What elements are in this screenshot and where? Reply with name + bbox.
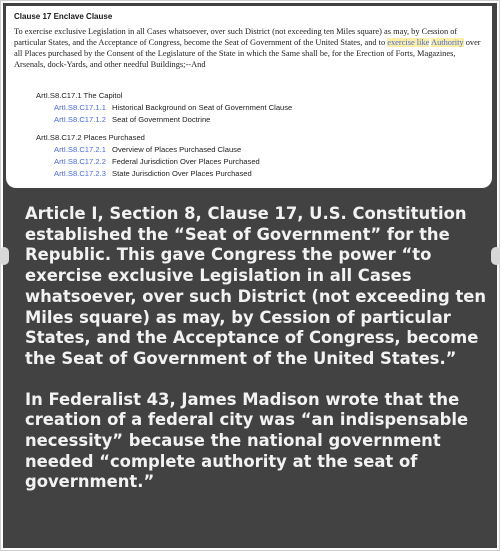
carousel-prev-handle[interactable] (0, 247, 9, 265)
toc-item-title: Overview of Places Purchased Clause (112, 145, 242, 154)
toc-item-code-link[interactable]: ArtI.S8.C17.2.3 (54, 169, 106, 178)
table-of-contents (36, 90, 476, 180)
clause-text-after: over all Places purchased by the Consent of the Legislature of the State in which the Same shall be, for the Erection of Forts, Magazines, Arsenals, dock-Yards, and other needful Buildings;--And (14, 38, 481, 69)
clause-text-before: To exercise exclusive Legislation in all Cases whatsoever, over such District (not exceeding ten Miles square) as may, by Cession of particular States, and the Acceptance of Congress, become the Seat of Government of the United States, and to (14, 27, 458, 47)
toc-item[interactable] (36, 168, 476, 180)
content-panel (3, 3, 497, 548)
toc-item-title: Historical Background on Seat of Government Clause (112, 103, 293, 112)
toc-item-title: Seat of Government Doctrine (112, 115, 211, 124)
toc-item-code-link[interactable]: ArtI.S8.C17.2.1 (54, 145, 106, 154)
toc-item[interactable] (36, 102, 476, 114)
article-paragraph: In Federalist 43, James Madison wrote that the creation of a federal city was “an indispensable necessity” because the national government needed “complete authority at the seat of government.” (25, 389, 469, 492)
toc-item[interactable] (36, 156, 476, 168)
toc-heading-places-purchased: ArtI.S8.C17.2 Places Purchased (36, 133, 145, 142)
clause-card (6, 6, 492, 188)
toc-item[interactable] (36, 144, 476, 156)
article-body (25, 204, 491, 493)
clause-text (14, 26, 486, 70)
toc-item-code-link[interactable]: ArtI.S8.C17.2.2 (54, 157, 106, 166)
toc-item-code-link[interactable]: ArtI.S8.C17.1.2 (54, 115, 106, 124)
highlighted-phrase-1: exercise like (387, 38, 430, 47)
article-paragraph: Article I, Section 8, Clause 17, U.S. Constitution established the “Seat of Government” for the Republic. This gave Congress the power “to exercise exclusive Legislation in all Cases whatsoever, over such District (not exceeding ten Miles square) as may, by Cession of particular States, and the Acceptance of Congress, become the Seat of Government of the United States.” (25, 204, 487, 368)
toc-item-title: Federal Jurisdiction Over Places Purchased (112, 157, 260, 166)
toc-heading-capitol: ArtI.S8.C17.1 The Capitol (36, 91, 123, 100)
toc-item-code-link[interactable]: ArtI.S8.C17.1.1 (54, 103, 106, 112)
highlighted-phrase-2: Authority (431, 38, 464, 47)
toc-item[interactable] (36, 114, 476, 126)
toc-item-title: State Jurisdiction Over Places Purchased (112, 169, 252, 178)
carousel-next-handle[interactable] (491, 247, 500, 265)
clause-title: Clause 17 Enclave Clause (14, 12, 113, 21)
